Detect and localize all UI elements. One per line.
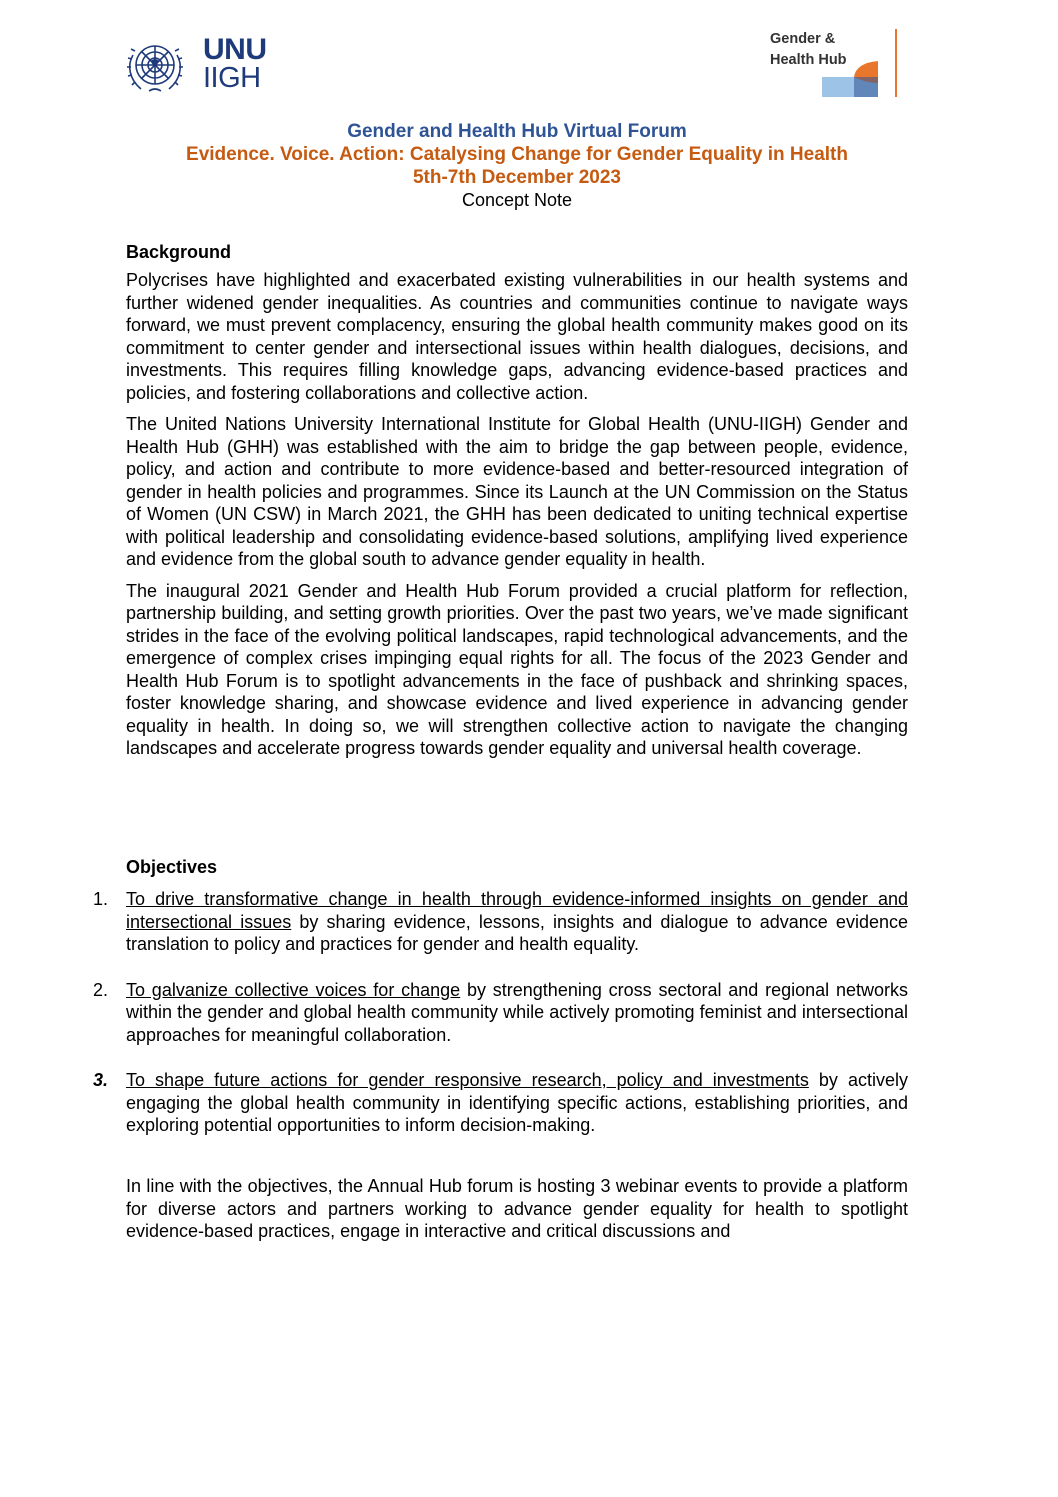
un-emblem-icon [123, 33, 187, 97]
background-section [126, 241, 908, 769]
ghh-logo-divider [895, 29, 897, 97]
objective-item-2 [93, 979, 908, 1047]
objective-number: 1. [93, 889, 109, 909]
objectives-heading: Objectives [126, 857, 218, 877]
objective-description: by strengthening cross sectoral and regional networks within the gender and global health community while actively promoting feminist and intersectional approaches for meaningful collaboration. [126, 979, 908, 1045]
closing-paragraph: In line with the objectives, the Annual Hub forum is hosting 3 webinar events to provide a platform for diverse actors and partners working to advance gender equality for health to spotlight evidence-based practices, engage in interactive and critical discussions and [126, 1176, 908, 1241]
ghh-logo-mark-icon [822, 59, 882, 99]
objective-title: To shape future actions for gender responsive research, policy and investments [126, 1070, 809, 1090]
objectives-section [93, 856, 908, 1160]
background-heading: Background [126, 242, 232, 262]
gender-health-hub-logo [770, 25, 910, 100]
ghh-logo-line2: Health Hub [770, 52, 847, 68]
document-type: Concept Note [461, 190, 573, 210]
forum-dates: 5th-7th December 2023 [412, 167, 622, 188]
background-paragraph-3: The inaugural 2021 Gender and Health Hub Forum provided a crucial platform for reflection, partnership building, and setting growth priorities. Over the past two years, we’ve made significant strides in the face of the evolving political landscapes, rapid technological advancements, and the emergence of complex crises impinging equal rights for all. The focus of the 2023 Gender and Health Hub Forum is to spotlight advancements in the face of pushback and shrinking spaces, foster knowledge sharing, and showcase evidence and lived experience in advancing gender equality in health. In doing so, we will strengthen collective action to navigate the changing landscapes and accelerate progress towards gender equality and universal health coverage. [126, 580, 908, 758]
objective-number: 3. [93, 1070, 109, 1090]
objective-description: by sharing evidence, lessons, insights and dialogue to advance evidence translation to policy and practices for gender and health equality. [126, 911, 908, 954]
page-header [0, 0, 1058, 110]
document-titles [0, 120, 1034, 211]
forum-title: Gender and Health Hub Virtual Forum [347, 121, 687, 142]
iigh-logo-text: IIGH [203, 62, 261, 94]
background-paragraph-2: The United Nations University International Institute for Global Health (UNU-IIGH) Gender and Health Hub (GHH) was established with the aim to bridge the gap between people, evidence, policy, and action and contribute to more evidence-based and better-resourced integration of gender in health policies and programmes. Since its Launch at the UN Commission on the Status of Women (UN CSW) in March 2021, the GHH has been dedicated to uniting technical expertise with political leadership and consolidating evidence-based solutions, amplifying lived experience and evidence from the global south to advance gender equality in health. [126, 414, 908, 569]
ghh-logo-line1: Gender & [770, 31, 836, 47]
unu-iigh-logo [123, 33, 283, 97]
objective-item-3 [93, 1069, 908, 1137]
objective-title: To galvanize collective voices for change [126, 979, 461, 1000]
objective-description: by actively engaging the global health community in identifying specific actions, establishing priorities, and exploring potential opportunities to inform decision-making. [126, 1070, 908, 1135]
objective-item-1 [93, 888, 908, 956]
objective-number: 2. [93, 979, 109, 1000]
objective-title: To drive transformative change in health through evidence-informed insights on gender and intersectional issues [126, 889, 908, 932]
forum-theme: Evidence. Voice. Action: Catalysing Change for Gender Equality in Health [186, 144, 848, 165]
background-paragraph-1: Polycrises have highlighted and exacerbated existing vulnerabilities in our health systems and further widened gender inequalities. As countries and communities continue to navigate ways forward, we must prevent complacency, ensuring the global health community makes good on its commitment to center gender and intersectional issues within health dialogues, decisions, and investments. This requires filling knowledge gaps, advancing evidence-based practices and policies, and fostering collaborations and collective action. [126, 270, 908, 403]
unu-logo-text: UNU [203, 33, 267, 66]
